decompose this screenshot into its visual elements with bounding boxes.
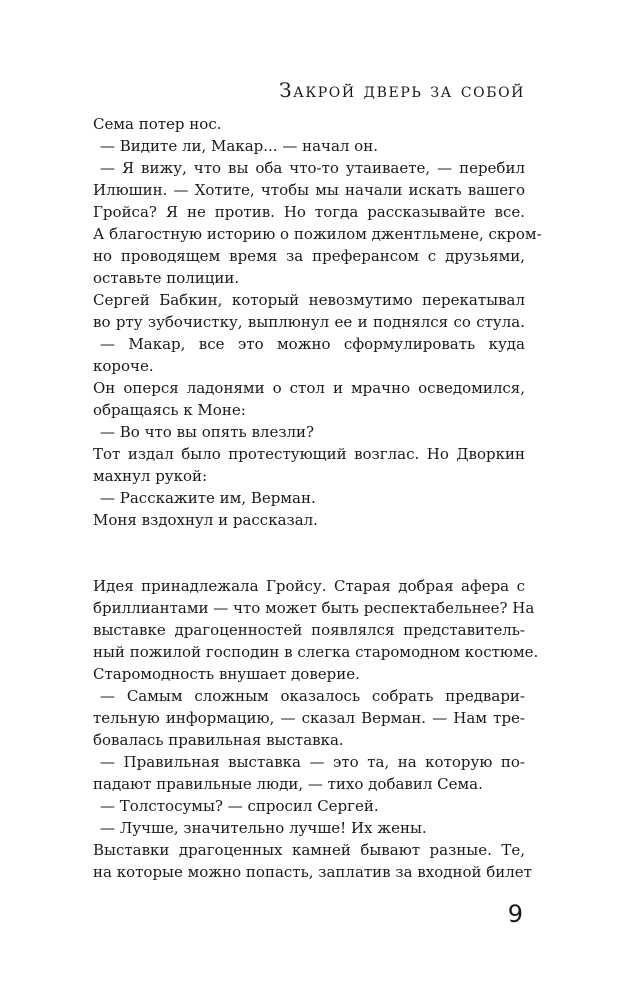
text-line: во рту зубочистку, выплюнул ее и поднялся со стула. xyxy=(93,313,525,331)
text-line: — Самым сложным оказалось собрать предвари- xyxy=(100,687,525,705)
text-line: — Макар, все это можно сформулировать куда xyxy=(100,335,525,353)
text-line: — Толстосумы? — спросил Сергей. xyxy=(100,797,379,815)
text-line: Сергей Бабкин, который невозмутимо перекатывал xyxy=(93,291,525,309)
text-line: бовалась правильная выставка. xyxy=(93,731,344,749)
text-line: — Правильная выставка — это та, на которую по- xyxy=(100,753,525,771)
text-line: А благостную историю о пожилом джентльмене, скром- xyxy=(93,225,542,243)
text-line: Идея принадлежала Гройсу. Старая добрая афера с xyxy=(93,577,525,595)
text-line: выставке драгоценностей появлялся представитель- xyxy=(93,621,525,639)
page-number: 9 xyxy=(507,900,523,928)
text-line: Выставки драгоценных камней бывают разные. Те, xyxy=(93,841,525,859)
text-line: Моня вздохнул и рассказал. xyxy=(93,511,318,529)
text-line: — Видите ли, Макар... — начал он. xyxy=(100,137,378,155)
text-line: короче. xyxy=(93,357,154,375)
text-line: Гройса? Я не против. Но тогда рассказывайте все. xyxy=(93,203,525,221)
text-line: падают правильные люди, — тихо добавил Сема. xyxy=(93,775,483,793)
text-line: Тот издал было протестующий возглас. Но Дворкин xyxy=(93,445,525,463)
text-line: ный пожилой господин в слегка старомодном костюме. xyxy=(93,643,539,661)
text-line: — Во что вы опять влезли? xyxy=(100,423,315,441)
text-line: — Лучше, значительно лучше! Их жены. xyxy=(100,819,427,837)
text-line: Сема потер нос. xyxy=(93,115,222,133)
text-line: Старомодность внушает доверие. xyxy=(93,665,360,683)
text-line: махнул рукой: xyxy=(93,467,208,485)
running-head: Закрой дверь за собой xyxy=(279,78,525,102)
text-line: но проводящем время за преферансом с друзьями, xyxy=(93,247,525,265)
text-line: обращаясь к Моне: xyxy=(93,401,246,419)
text-line: Илюшин. — Хотите, чтобы мы начали искать вашего xyxy=(93,181,525,199)
text-line: — Я вижу, что вы оба что-то утаиваете, — перебил xyxy=(100,159,525,177)
text-block-1 xyxy=(93,113,542,531)
text-line: на которые можно попасть, заплатив за входной билет xyxy=(93,863,532,881)
text-line: тельную информацию, — сказал Верман. — Нам тре- xyxy=(93,709,525,727)
text-line: бриллиантами — что может быть респектабельнее? На xyxy=(93,599,535,617)
text-line: оставьте полиции. xyxy=(93,269,240,287)
text-line: Он оперся ладонями о стол и мрачно осведомился, xyxy=(93,379,525,397)
text-line: — Расскажите им, Верман. xyxy=(100,489,316,507)
text-block-2 xyxy=(93,575,539,883)
